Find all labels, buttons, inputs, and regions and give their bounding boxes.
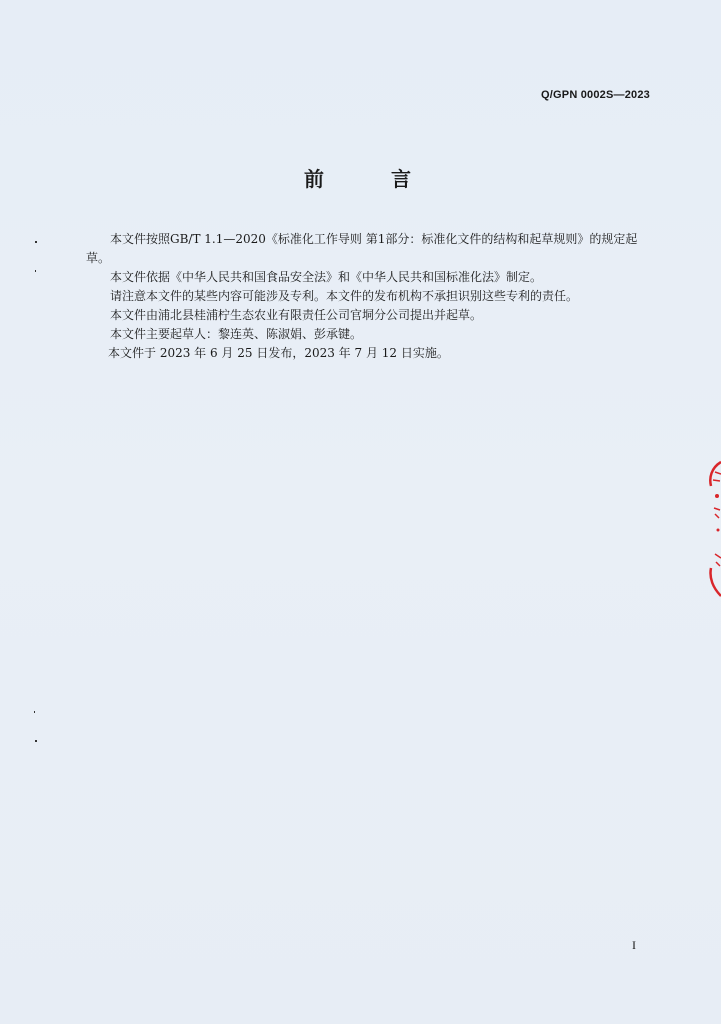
paragraph-drafting-rules: 本文件按照GB/T 1.1—2020《标准化工作导则 第1部分：标准化文件的结构和起草规则》的规定起草。 [86,232,638,265]
margin-mark [35,270,36,272]
document-code: Q/GPN 0002S—2023 [541,89,650,101]
official-seal-fragment [705,458,721,598]
section-title: 前 言 [304,167,441,191]
paragraph-proposer: 本文件由浦北县桂浦柠生态农业有限责任公司官垌分公司提出并起草。 [110,308,483,322]
margin-mark [34,711,35,713]
paragraph-patent-notice: 请注意本文件的某些内容可能涉及专利。本文件的发布机构不承担识别这些专利的责任。 [110,289,579,303]
foreword-body [86,230,661,363]
paragraph-drafters: 本文件主要起草人：黎连英、陈淑娟、彭承键。 [110,327,363,341]
paragraph-dates: 本文件于 2023 年 6 月 25 日发布，2023 年 7 月 12 日实施。 [108,346,449,360]
paragraph-legal-basis: 本文件依据《中华人民共和国食品安全法》和《中华人民共和国标准化法》制定。 [110,270,543,284]
page-number: I [632,938,636,952]
margin-mark [35,241,37,243]
margin-mark [35,740,37,742]
